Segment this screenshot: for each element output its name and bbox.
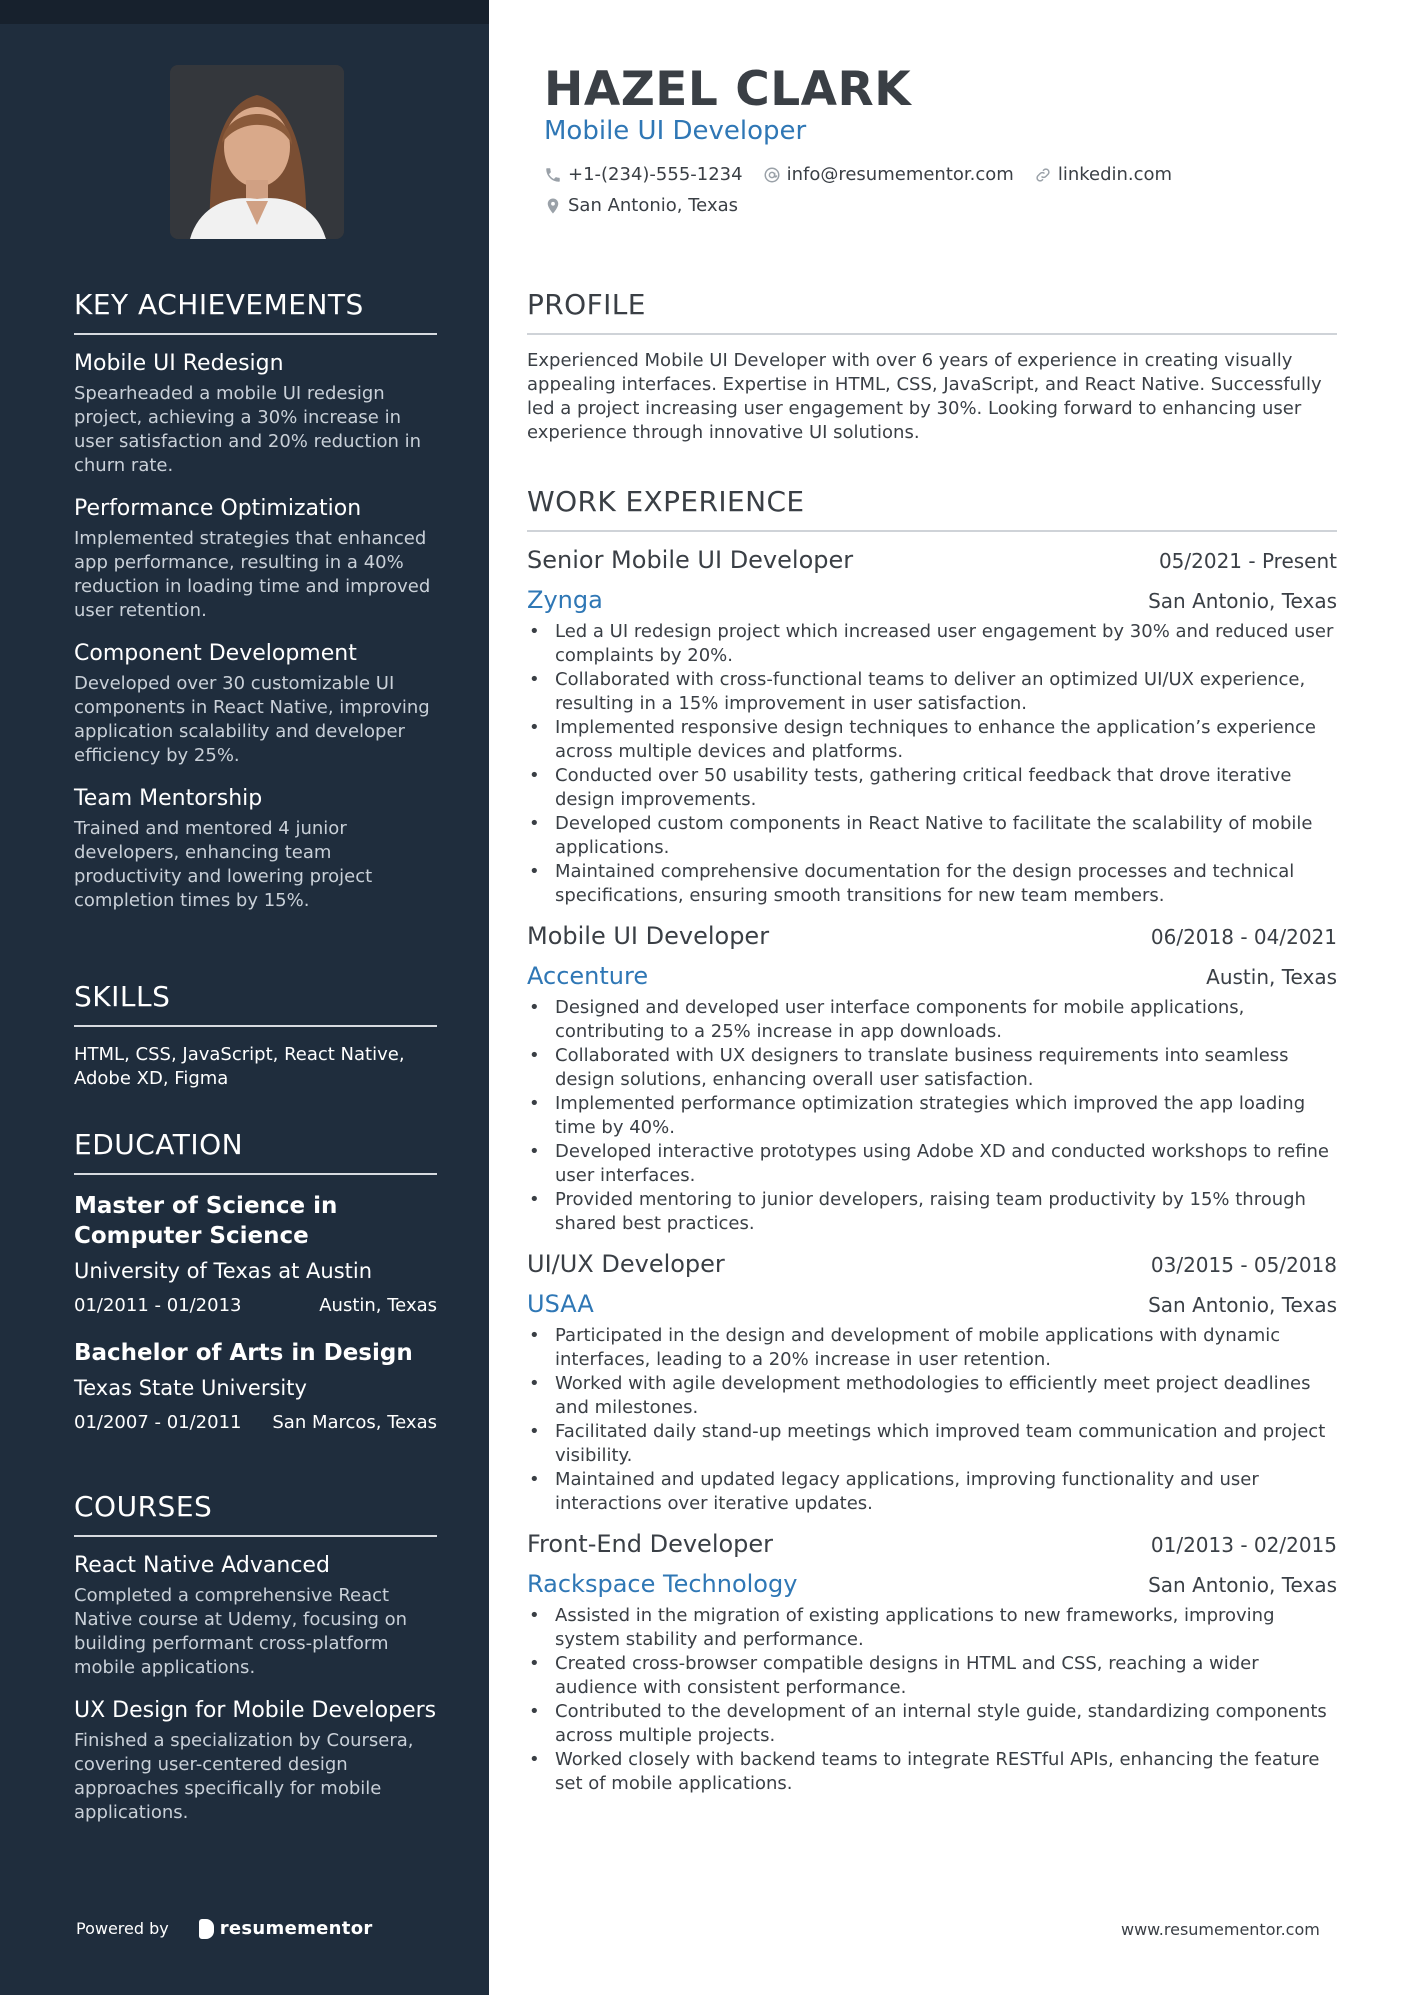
job-location: San Antonio, Texas: [1148, 1293, 1337, 1317]
job-location: San Antonio, Texas: [1148, 1573, 1337, 1597]
job-dates: 01/2013 - 02/2015: [1150, 1533, 1337, 1557]
job-bullet: • Assisted in the migration of existing applications to new frameworks, improving system stability and performance.: [527, 1604, 1337, 1652]
education-item: [74, 1338, 437, 1433]
brand-mark-icon: [199, 1919, 214, 1939]
achievement-title: Component Development: [74, 641, 357, 666]
education-item: [74, 1191, 437, 1316]
job-bullets: [527, 620, 1337, 908]
job-bullet: • Developed interactive prototypes using Adobe XD and conducted workshops to refine user interfaces.: [527, 1140, 1337, 1188]
job-company: USAA: [527, 1290, 594, 1318]
job-bullet: • Maintained and updated legacy applications, improving functionality and user interactions over iterative updates.: [527, 1468, 1337, 1516]
achievement-description: Spearheaded a mobile UI redesign project, achieving a 30% increase in user satisfaction and 20% reduction in churn rate.: [74, 383, 422, 476]
job-location: Austin, Texas: [1206, 965, 1337, 989]
portrait-image: [170, 65, 344, 239]
skills-heading: SKILLS: [74, 980, 437, 1027]
achievement-title: Performance Optimization: [74, 496, 362, 521]
job-entry: [527, 1530, 1337, 1796]
course-description: Completed a comprehensive React Native course at Udemy, focusing on building performant cross-platform mobile applications.: [74, 1585, 408, 1678]
job-entry: [527, 546, 1337, 908]
education-school: Texas State University: [74, 1376, 307, 1400]
contact-email[interactable]: [763, 164, 1014, 185]
education-dates: 01/2007 - 01/2011: [74, 1412, 242, 1433]
job-bullet: • Collaborated with UX designers to translate business requirements into seamless design solutions, enhancing overall user satisfaction.: [527, 1044, 1337, 1092]
courses-section: [74, 1490, 437, 1843]
achievement-title: Team Mentorship: [74, 786, 263, 811]
course-item: [74, 1698, 437, 1825]
contact-info: [544, 164, 1304, 226]
main-content: [489, 0, 1410, 1995]
achievement-item: [74, 641, 437, 768]
job-dates: 06/2018 - 04/2021: [1150, 925, 1337, 949]
job-bullet: • Collaborated with cross-functional teams to deliver an optimized UI/UX experience, resulting in a 15% improvement in user satisfaction.: [527, 668, 1337, 716]
education-location: Austin, Texas: [319, 1295, 437, 1316]
work-experience-heading: WORK EXPERIENCE: [527, 485, 1337, 532]
education-degree: Master of Science in Computer Science: [74, 1193, 338, 1249]
profile-summary: Experienced Mobile UI Developer with over 6 years of experience in creating visually appealing interfaces. Expertise in HTML, CSS, JavaScript, and React Native. Successfully led a project increasing user engagement by 30%. Looking forward to enhancing user experience through innovative UI solutions.: [527, 350, 1322, 443]
achievement-item: [74, 351, 437, 478]
job-bullet: • Implemented responsive design techniques to enhance the application’s experience across multiple devices and platforms.: [527, 716, 1337, 764]
contact-phone[interactable]: [544, 164, 743, 185]
education-degree: Bachelor of Arts in Design: [74, 1340, 413, 1366]
job-title: Mobile UI Developer: [527, 922, 770, 950]
job-title: Senior Mobile UI Developer: [527, 546, 854, 574]
job-company: Accenture: [527, 962, 649, 990]
job-bullets: [527, 1324, 1337, 1516]
job-bullet: • Implemented performance optimization strategies which improved the app loading time by 40%.: [527, 1092, 1337, 1140]
linkedin-text: linkedin.com: [1057, 164, 1173, 185]
job-bullet: • Designed and developed user interface components for mobile applications, contributing to a 25% increase in app downloads.: [527, 996, 1337, 1044]
candidate-role: Mobile UI Developer: [544, 116, 807, 146]
job-bullet: • Worked with agile development methodologies to efficiently meet project deadlines and milestones.: [527, 1372, 1337, 1420]
achievement-item: [74, 496, 437, 623]
skills-list: HTML, CSS, JavaScript, React Native, Adobe XD, Figma: [74, 1044, 405, 1089]
course-item: [74, 1553, 437, 1680]
achievement-item: [74, 786, 437, 913]
footer-website-link[interactable]: www.resumementor.com: [1121, 1920, 1320, 1939]
sidebar-top-bar: [0, 0, 489, 24]
phone-text: +1-(234)-555-1234: [568, 164, 743, 185]
powered-by-label: Powered by: [76, 1919, 169, 1938]
profile-section: [527, 288, 1337, 445]
achievement-description: Trained and mentored 4 junior developers, enhancing team productivity and lowering project completion times by 15%.: [74, 818, 373, 911]
key-achievements-section: [74, 288, 437, 931]
work-experience-section: [527, 485, 1337, 1810]
job-bullet: • Worked closely with backend teams to integrate RESTful APIs, enhancing the feature set of mobile applications.: [527, 1748, 1337, 1796]
job-location: San Antonio, Texas: [1148, 589, 1337, 613]
education-section: [74, 1128, 437, 1455]
job-bullets: [527, 1604, 1337, 1796]
course-title: React Native Advanced: [74, 1553, 330, 1578]
sidebar: [0, 0, 489, 1995]
course-title: UX Design for Mobile Developers: [74, 1698, 437, 1723]
job-bullet: • Led a UI redesign project which increased user engagement by 30% and reduced user complaints by 20%.: [527, 620, 1337, 668]
contact-location: [544, 195, 738, 216]
job-bullets: [527, 996, 1337, 1236]
education-heading: EDUCATION: [74, 1128, 437, 1175]
brand-name: resumementor: [219, 1918, 373, 1939]
candidate-name: HAZEL CLARK: [544, 62, 912, 117]
location-pin-icon: [544, 197, 562, 215]
job-title: UI/UX Developer: [527, 1250, 725, 1278]
job-bullet: • Facilitated daily stand-up meetings which improved team communication and project visibility.: [527, 1420, 1337, 1468]
job-company: Rackspace Technology: [527, 1570, 798, 1598]
phone-icon: [544, 166, 562, 184]
achievement-title: Mobile UI Redesign: [74, 351, 284, 376]
powered-by: [76, 1918, 373, 1939]
job-bullet: • Participated in the design and development of mobile applications with dynamic interfaces, leading to a 20% increase in user retention.: [527, 1324, 1337, 1372]
job-title: Front-End Developer: [527, 1530, 774, 1558]
location-text: San Antonio, Texas: [568, 195, 738, 216]
achievement-description: Developed over 30 customizable UI components in React Native, improving application scalability and developer efficiency by 25%.: [74, 673, 430, 766]
key-achievements-heading: KEY ACHIEVEMENTS: [74, 288, 437, 335]
job-bullet: • Developed custom components in React Native to facilitate the scalability of mobile applications.: [527, 812, 1337, 860]
job-bullet: • Contributed to the development of an internal style guide, standardizing components across multiple projects.: [527, 1700, 1337, 1748]
job-bullet: • Maintained comprehensive documentation for the design processes and technical specifications, ensuring smooth transitions for new team members.: [527, 860, 1337, 908]
education-dates: 01/2011 - 01/2013: [74, 1295, 242, 1316]
achievement-description: Implemented strategies that enhanced app performance, resulting in a 40% reduction in loading time and improved user retention.: [74, 528, 431, 621]
job-bullet: • Created cross-browser compatible designs in HTML and CSS, reaching a wider audience with consistent performance.: [527, 1652, 1337, 1700]
job-bullet: • Conducted over 50 usability tests, gathering critical feedback that drove iterative design improvements.: [527, 764, 1337, 812]
profile-photo: [170, 65, 344, 239]
job-dates: 03/2015 - 05/2018: [1150, 1253, 1337, 1277]
job-entry: [527, 1250, 1337, 1516]
job-dates: 05/2021 - Present: [1158, 549, 1337, 573]
job-entry: [527, 922, 1337, 1236]
course-description: Finished a specialization by Coursera, covering user-centered design approaches specifically for mobile applications.: [74, 1730, 414, 1823]
contact-linkedin[interactable]: [1034, 164, 1172, 185]
email-text: info@resumementor.com: [786, 164, 1014, 185]
skills-section: [74, 980, 437, 1091]
at-icon: [763, 166, 781, 184]
brand-logo[interactable]: [199, 1918, 373, 1939]
profile-heading: PROFILE: [527, 288, 1337, 335]
education-school: University of Texas at Austin: [74, 1259, 373, 1283]
job-bullet: • Provided mentoring to junior developers, raising team productivity by 15% through shared best practices.: [527, 1188, 1337, 1236]
link-icon: [1034, 166, 1052, 184]
job-company: Zynga: [527, 586, 603, 614]
courses-heading: COURSES: [74, 1490, 437, 1537]
education-location: San Marcos, Texas: [272, 1412, 437, 1433]
